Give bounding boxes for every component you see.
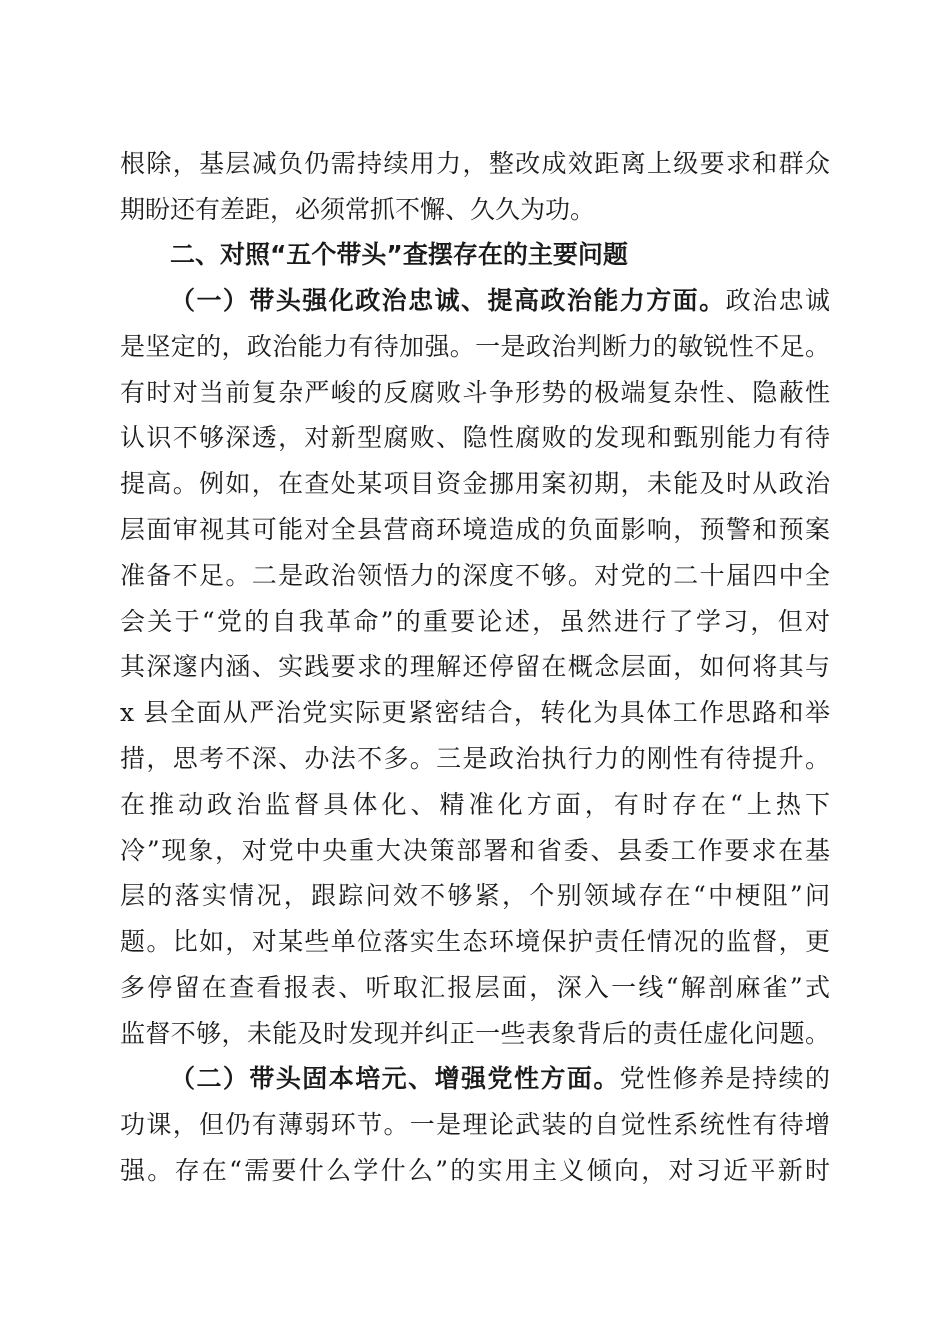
paragraph-2-lead: （一）带头强化政治忠诚、提高政治能力方面。	[170, 286, 726, 315]
paragraph-2-line: 冷”现象，对党中央重大决策部署和省委、县委工作要求在基	[120, 836, 830, 865]
paragraph-3-line-1-rest: 党性修养是持续的	[619, 1064, 830, 1093]
paragraph-2-line: 层的落实情况，跟踪问效不够紧，个别领域存在“中梗阻”问	[120, 881, 830, 910]
paragraph-2-line: 准备不足。二是政治领悟力的深度不够。对党的二十届四中全	[120, 561, 830, 590]
paragraph-2-line: 有时对当前复杂严峻的反腐败斗争形势的极端复杂性、隐蔽性	[120, 378, 830, 407]
paragraph-2-line: 会关于“党的自我革命”的重要论述，虽然进行了学习，但对	[120, 607, 830, 636]
paragraph-2-line: 认识不够深透，对新型腐败、隐性腐败的发现和甄别能力有待	[120, 423, 830, 452]
paragraph-1-line-1: 根除，基层减负仍需持续用力，整改成效距离上级要求和群众	[120, 149, 830, 178]
paragraph-2-line: 多停留在查看报表、听取汇报层面，深入一线“解剖麻雀”式	[120, 973, 830, 1002]
section-heading: 二、对照“五个带头”查摆存在的主要问题	[170, 240, 628, 269]
paragraph-2-line: 其深邃内涵、实践要求的理解还停留在概念层面，如何将其与	[120, 652, 830, 681]
paragraph-1-line-2: 期盼还有差距，必须常抓不懈、久久为功。	[120, 195, 596, 224]
paragraph-2-line: x 县全面从严治党实际更紧密结合，转化为具体工作思路和举	[120, 698, 830, 727]
paragraph-2-line: 措，思考不深、办法不多。三是政治执行力的刚性有待提升。	[120, 744, 830, 773]
paragraph-2-line: 提高。例如，在查处某项目资金挪用案初期，未能及时从政治	[120, 469, 830, 498]
paragraph-2-line: 监督不够，未能及时发现并纠正一些表象背后的责任虚化问题。	[120, 1019, 830, 1048]
paragraph-3-lead: （二）带头固本培元、增强党性方面。	[170, 1064, 620, 1093]
paragraph-2-line-1	[170, 277, 830, 325]
paragraph-3-line: 功课，但仍有薄弱环节。一是理论武装的自觉性系统性有待增	[120, 1110, 830, 1139]
paragraph-2-line: 题。比如，对某些单位落实生态环境保护责任情况的监督，更	[120, 927, 830, 956]
paragraph-2-line: 是坚定的，政治能力有待加强。一是政治判断力的敏锐性不足。	[120, 332, 830, 361]
paragraph-3-line-1	[170, 1055, 830, 1103]
paragraph-2-line-1-rest: 政治忠诚	[725, 286, 830, 315]
paragraph-2-line: 层面审视其可能对全县营商环境造成的负面影响，预警和预案	[120, 515, 830, 544]
paragraph-3-line: 强。存在“需要什么学什么”的实用主义倾向，对习近平新时	[120, 1156, 830, 1185]
paragraph-2-line: 在推动政治监督具体化、精准化方面，有时存在“上热下	[120, 790, 830, 819]
